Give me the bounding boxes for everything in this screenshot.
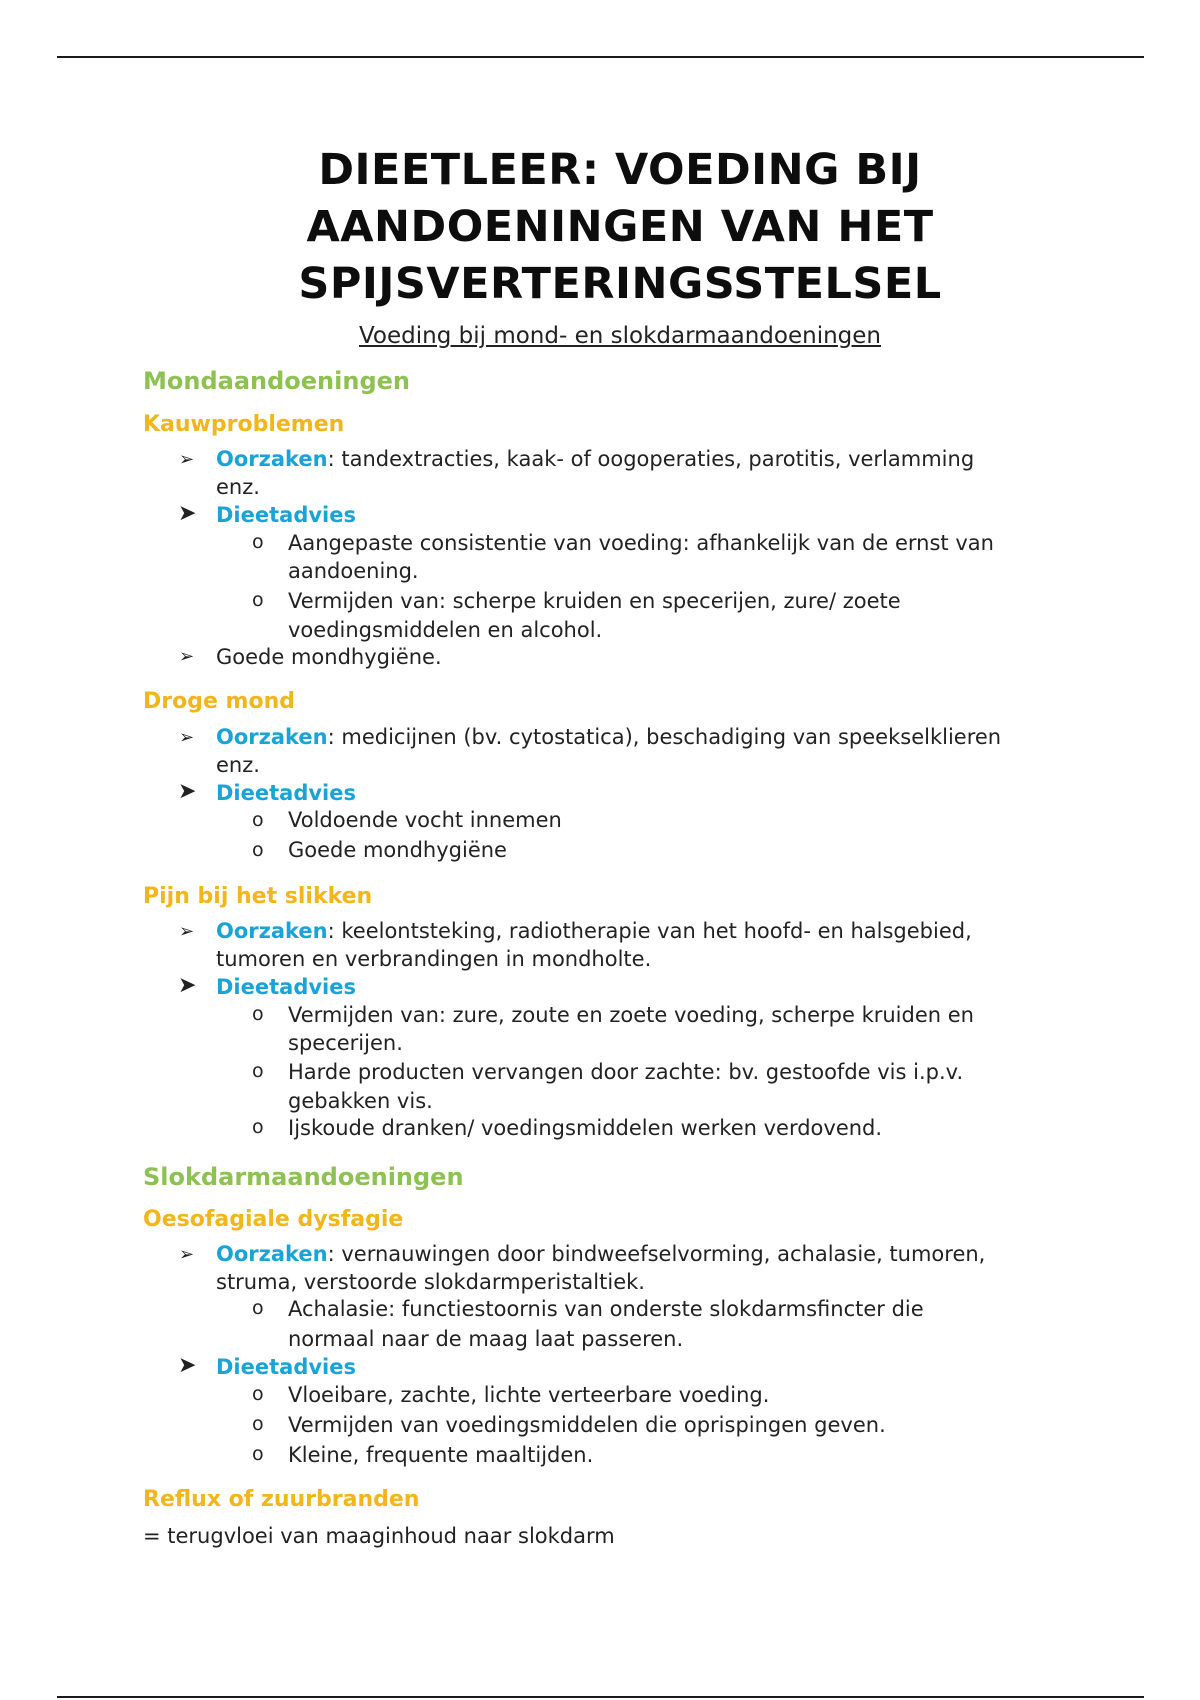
section-heading-slokdarm: Slokdarmaandoeningen: [143, 1163, 464, 1191]
pijn-advies-2: Harde producten vervangen door zachte: bv. gestoofde vis i.p.v.: [288, 1060, 964, 1084]
kauw-dieetadvies: Dieetadvies: [216, 503, 356, 527]
kauw-advies-1: Aangepaste consistentie van voeding: afhankelijk van de ernst van: [288, 531, 994, 555]
title-line-2: AANDOENINGEN VAN HET: [306, 202, 934, 252]
oorzaken-text: : keelontsteking, radiotherapie van het hoofd- en halsgebied,: [327, 919, 972, 943]
oeso-advies-1: Vloeibare, zachte, lichte verteerbare voeding.: [288, 1383, 770, 1407]
arrow-bullet-bold-icon: ➤: [178, 501, 197, 526]
circle-bullet-icon: o: [252, 589, 264, 611]
droog-advies-2: Goede mondhygiëne: [288, 838, 507, 862]
arrow-bullet-bold-icon: ➤: [178, 973, 197, 998]
pijn-advies-3: Ijskoude dranken/ voedingsmiddelen werken verdovend.: [288, 1116, 883, 1140]
subsection-heading-pijn: Pijn bij het slikken: [143, 884, 373, 909]
circle-bullet-icon: o: [252, 531, 264, 553]
circle-bullet-icon: o: [252, 1003, 264, 1025]
kauw-extra: Goede mondhygiëne.: [216, 645, 442, 669]
kauw-advies-1-cont: aandoening.: [288, 559, 419, 583]
title-line-1: DIEETLEER: VOEDING BIJ: [318, 145, 922, 195]
kauw-advies-2-cont: voedingsmiddelen en alcohol.: [288, 618, 603, 642]
pijn-dieetadvies: Dieetadvies: [216, 975, 356, 999]
circle-bullet-icon: o: [252, 1297, 264, 1319]
oeso-oorzaken-cont: struma, verstoorde slokdarmperistaltiek.: [216, 1270, 645, 1294]
droog-oorzaken: [216, 723, 1001, 751]
kauw-advies-2: Vermijden van: scherpe kruiden en specerijen, zure/ zoete: [288, 589, 901, 613]
subsection-heading-oeso: Oesofagiale dysfagie: [143, 1207, 404, 1232]
oeso-advies-3: Kleine, frequente maaltijden.: [288, 1443, 594, 1467]
reflux-definition: = terugvloei van maaginhoud naar slokdarm: [143, 1524, 615, 1548]
oeso-achalasie-cont: normaal naar de maag laat passeren.: [288, 1327, 684, 1351]
arrow-bullet-icon: ➢: [179, 449, 195, 470]
arrow-bullet-bold-icon: ➤: [178, 1353, 197, 1378]
oeso-advies-2: Vermijden van voedingsmiddelen die oprispingen geven.: [288, 1413, 886, 1437]
oorzaken-label: Oorzaken: [216, 919, 328, 943]
oorzaken-label: Oorzaken: [216, 725, 328, 749]
droog-advies-1: Voldoende vocht innemen: [288, 808, 562, 832]
oorzaken-text: : medicijnen (bv. cytostatica), beschadiging van speekselklieren: [327, 725, 1002, 749]
circle-bullet-icon: o: [252, 839, 264, 861]
oorzaken-text: : vernauwingen door bindweefselvorming, achalasie, tumoren,: [327, 1242, 986, 1266]
circle-bullet-icon: o: [252, 1116, 264, 1138]
oorzaken-text: : tandextracties, kaak- of oogoperaties, parotitis, verlamming: [327, 447, 975, 471]
pijn-oorzaken: [216, 917, 972, 945]
page-title: [200, 142, 1040, 313]
section-heading-mond: Mondaandoeningen: [143, 367, 410, 395]
oeso-dieetadvies: Dieetadvies: [216, 1355, 356, 1379]
oorzaken-label: Oorzaken: [216, 1242, 328, 1266]
subsection-heading-droog: Droge mond: [143, 689, 296, 714]
arrow-bullet-icon: ➢: [179, 1244, 195, 1265]
pijn-advies-1: Vermijden van: zure, zoute en zoete voeding, scherpe kruiden en: [288, 1003, 974, 1027]
title-line-3: SPIJSVERTERINGSSTELSEL: [298, 259, 942, 309]
pijn-advies-1-cont: specerijen.: [288, 1031, 403, 1055]
subsection-heading-reflux: Reflux of zuurbranden: [143, 1487, 420, 1512]
circle-bullet-icon: o: [252, 1443, 264, 1465]
droog-oorzaken-cont: enz.: [216, 753, 260, 777]
droog-dieetadvies: Dieetadvies: [216, 781, 356, 805]
oeso-achalasie: Achalasie: functiestoornis van onderste slokdarmsfincter die: [288, 1297, 924, 1321]
top-rule: [57, 56, 1144, 58]
arrow-bullet-icon: ➢: [179, 646, 195, 667]
oeso-oorzaken: [216, 1240, 985, 1268]
arrow-bullet-bold-icon: ➤: [178, 779, 197, 804]
arrow-bullet-icon: ➢: [179, 727, 195, 748]
oorzaken-label: Oorzaken: [216, 447, 328, 471]
pijn-oorzaken-cont: tumoren en verbrandingen in mondholte.: [216, 947, 652, 971]
kauw-oorzaken: [216, 445, 974, 473]
page-subtitle: Voeding bij mond- en slokdarmaandoeningen: [358, 323, 881, 349]
pijn-advies-2-cont: gebakken vis.: [288, 1089, 433, 1113]
bottom-rule: [57, 1696, 1144, 1698]
circle-bullet-icon: o: [252, 1060, 264, 1082]
kauw-oorzaken-cont: enz.: [216, 475, 260, 499]
circle-bullet-icon: o: [252, 809, 264, 831]
subsection-heading-kauw: Kauwproblemen: [143, 412, 345, 437]
circle-bullet-icon: o: [252, 1413, 264, 1435]
arrow-bullet-icon: ➢: [179, 921, 195, 942]
circle-bullet-icon: o: [252, 1383, 264, 1405]
